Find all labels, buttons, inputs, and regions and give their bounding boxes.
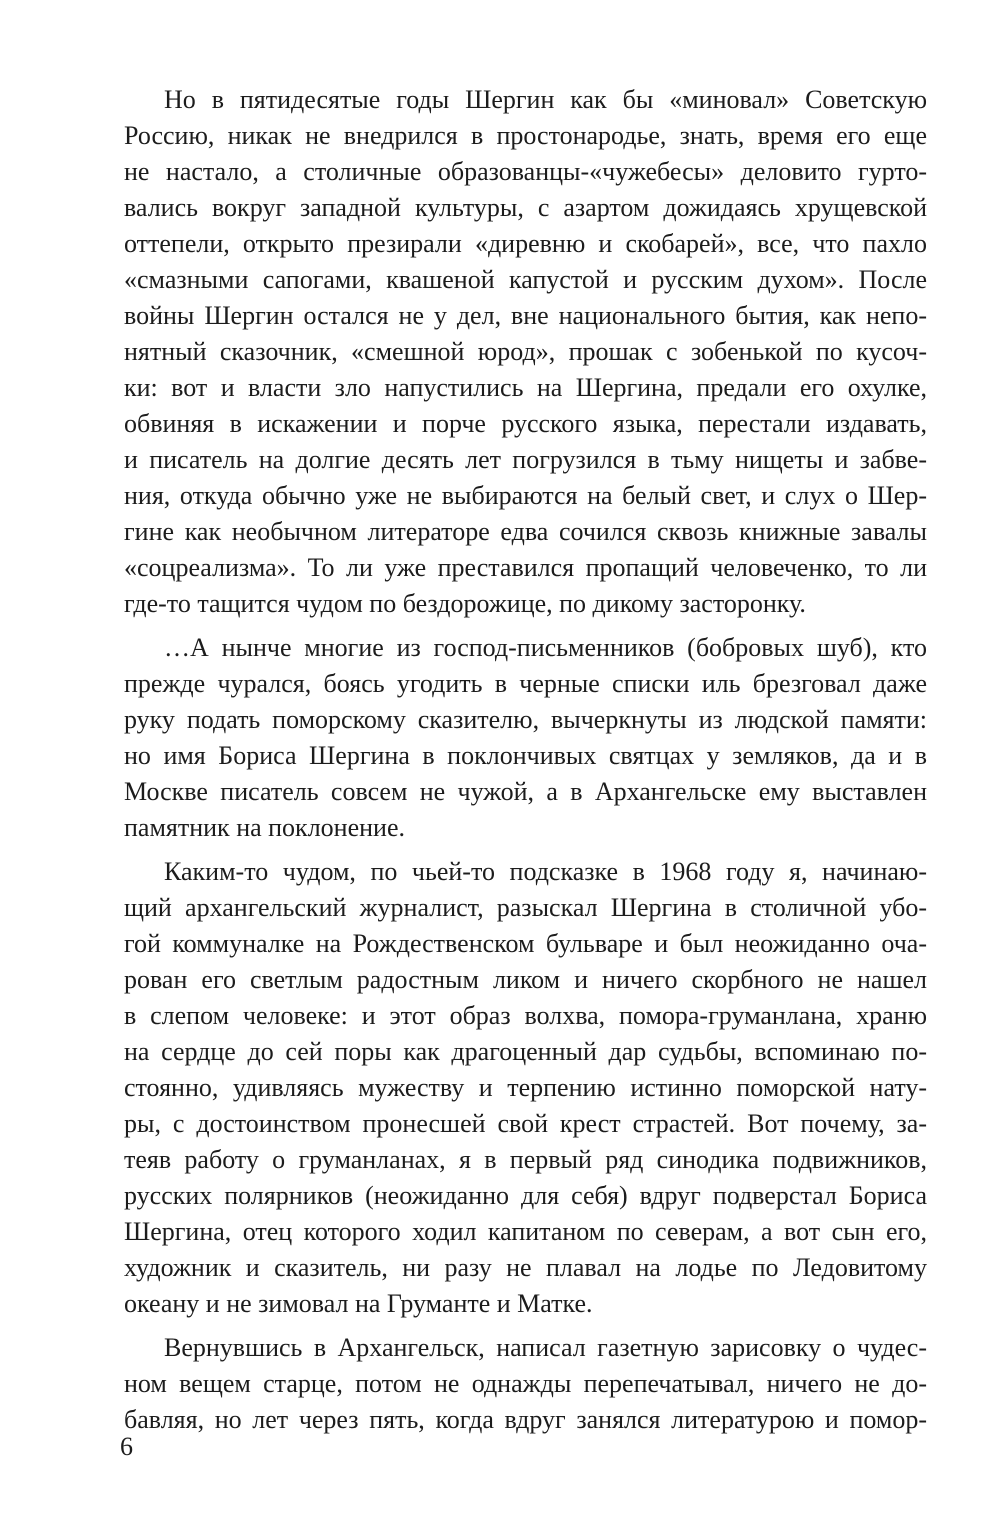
- text-line: где-то тащится чудом по бездорожице, по дикому засторонку.: [124, 589, 806, 618]
- text-line: Россию, никак не внедрился в простонародье, знать, время его еще: [124, 121, 927, 150]
- text-line: обвиняя в искажении и порче русского языка, перестали издавать,: [124, 409, 927, 438]
- text-line: не настало, а столичные образованцы-«чужебесы» деловито гурто-: [124, 157, 927, 186]
- text-line: нятный сказочник, «смешной юрод», прошак с зобенькой по кусоч-: [124, 337, 927, 366]
- text-line: в слепом человеке: и этот образ волхва, помора-груманлана, храню: [124, 1001, 927, 1030]
- text-line: Шергина, отец которого ходил капитаном по северам, а вот сын его,: [124, 1217, 927, 1246]
- text-line: рован его светлым радостным ликом и ничего скорбного не нашел: [124, 965, 927, 994]
- page-number: 6: [120, 1432, 133, 1461]
- paragraph-2: [124, 630, 927, 846]
- text-line: Но в пятидесятые годы Шергин как бы «миновал» Советскую: [164, 85, 927, 114]
- text-line: Каким-то чудом, по чьей-то подсказке в 1968 году я, начинаю-: [164, 857, 927, 886]
- text-line: Москве писатель совсем не чужой, а в Архангельске ему выставлен: [124, 777, 927, 806]
- paragraph-3: [124, 854, 927, 1322]
- text-line: теяв работу о груманланах, я в первый ряд синодика подвижников,: [124, 1145, 927, 1174]
- text-line: ном вещем старце, потом не однажды перепечатывал, ничего не до-: [124, 1369, 927, 1398]
- text-line: щий архангельский журналист, разыскал Шергина в столичной убо-: [124, 893, 927, 922]
- text-line: ки: вот и власти зло напустились на Шергина, предали его охулке,: [124, 373, 927, 402]
- text-line: но имя Бориса Шергина в поклончивых святцах у земляков, да и в: [124, 741, 927, 770]
- text-line: гине как необычном литераторе едва сочился сквозь книжные завалы: [124, 517, 927, 546]
- text-line: бавляя, но лет через пять, когда вдруг занялся литературою и помор-: [124, 1405, 927, 1434]
- text-line: ры, с достоинством пронесшей свой крест страстей. Вот почему, за-: [124, 1109, 927, 1138]
- text-line: океану и не зимовал на Груманте и Матке.: [124, 1289, 593, 1318]
- text-line: «смазными сапогами, квашеной капустой и русским духом». После: [124, 265, 927, 294]
- text-line: войны Шергин остался не у дел, вне национального бытия, как непо-: [124, 301, 927, 330]
- text-line: стоянно, удивляясь мужеству и терпению истинно поморской нату-: [124, 1073, 927, 1102]
- text-line: прежде чурался, боясь угодить в черные списки иль брезговал даже: [124, 669, 927, 698]
- text-line: ния, откуда обычно уже не выбираются на белый свет, и слух о Шер-: [124, 481, 927, 510]
- text-line: памятник на поклонение.: [124, 813, 405, 842]
- text-line: гой коммуналке на Рождественском бульваре и был неожиданно оча-: [124, 929, 927, 958]
- body-text: [124, 82, 927, 1438]
- text-line: Вернувшись в Архангельск, написал газетную зарисовку о чудес-: [164, 1333, 927, 1362]
- text-line: …А нынче многие из господ-письменников (бобровых шуб), кто: [164, 633, 927, 662]
- text-line: руку подать поморскому сказителю, вычеркнуты из людской памяти:: [124, 705, 927, 734]
- text-line: на сердце до сей поры как драгоценный дар судьбы, вспоминаю по-: [124, 1037, 927, 1066]
- paragraph-1: [124, 82, 927, 622]
- text-line: художник и сказитель, ни разу не плавал на лодье по Ледовитому: [124, 1253, 927, 1282]
- text-line: русских полярников (неожиданно для себя) вдруг подверстал Бориса: [124, 1181, 927, 1210]
- text-line: вались вокруг западной культуры, с азартом дожидаясь хрущевской: [124, 193, 927, 222]
- text-line: и писатель на долгие десять лет погрузился в тьму нищеты и забве-: [124, 445, 927, 474]
- text-line: «соцреализма». То ли уже преставился пропащий человеченко, то ли: [124, 553, 927, 582]
- paragraph-4: [124, 1330, 927, 1438]
- text-line: оттепели, открыто презирали «диревню и скобарей», все, что пахло: [124, 229, 927, 258]
